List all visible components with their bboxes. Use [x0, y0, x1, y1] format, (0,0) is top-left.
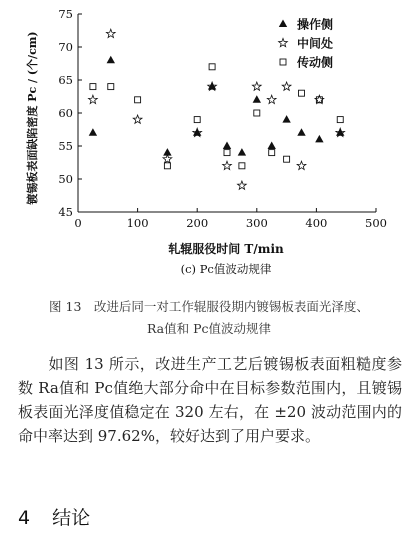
- section-title: 结论: [52, 507, 91, 529]
- x-tick-label: 100: [126, 216, 149, 230]
- paragraph-text: 如图 13 所示，改进生产工艺后镀锡板表面粗糙度参数 Ra值和 Pc值绝大部分命中在目标参数范围内，且镀锡板表面光泽度值稳定在 320 左右，在 ±20 波动范围内的命中率达到 97.62%，较好达到了用户要求。: [18, 355, 402, 445]
- data-point-series-2: [297, 161, 306, 169]
- data-points: [89, 29, 345, 189]
- data-point-series-1: [107, 56, 115, 64]
- data-point-series-1: [297, 128, 305, 136]
- legend-marker-2: [279, 38, 288, 46]
- y-tick-label: 65: [58, 73, 73, 87]
- figure-caption: [0, 296, 418, 340]
- x-tick-label: 300: [245, 216, 268, 230]
- body-paragraph: [18, 352, 402, 448]
- y-tick-label: 70: [58, 40, 73, 54]
- x-axis-ticks: [74, 208, 387, 230]
- data-point-series-2: [163, 155, 172, 163]
- data-point-series-1: [315, 135, 323, 143]
- data-point-series-3: [284, 156, 290, 162]
- data-point-series-3: [108, 84, 114, 90]
- x-tick-label: 200: [186, 216, 209, 230]
- data-point-series-3: [269, 150, 275, 156]
- x-tick-label: 0: [74, 216, 82, 230]
- legend-label-2: 中间处: [297, 36, 334, 51]
- y-tick-label: 60: [58, 106, 73, 120]
- data-point-series-3: [239, 163, 245, 169]
- legend-marker-3: [280, 59, 286, 65]
- y-tick-label: 55: [58, 139, 73, 153]
- data-point-series-1: [89, 128, 97, 136]
- data-point-series-3: [90, 84, 96, 90]
- data-point-series-1: [223, 142, 231, 150]
- legend-label-3: 传动侧: [297, 55, 334, 70]
- data-point-series-3: [254, 110, 260, 116]
- data-point-series-1: [282, 115, 290, 123]
- data-point-series-3: [337, 117, 343, 123]
- y-axis-label: 镀锡板表面缺陷密度 Pc / (个/cm): [26, 31, 39, 205]
- data-point-series-3: [299, 90, 305, 96]
- figure-caption-line-1: 图 13 改进后同一对工作辊服役期内镀锡板表面光泽度、: [49, 299, 369, 314]
- data-point-series-2: [252, 82, 261, 90]
- data-point-series-3: [164, 163, 170, 169]
- data-point-series-2: [106, 29, 115, 37]
- data-point-series-1: [238, 148, 246, 156]
- x-axis-label: 轧辊服役时间 T/min: [168, 242, 284, 256]
- data-point-series-2: [238, 181, 247, 189]
- x-tick-label: 500: [365, 216, 387, 230]
- figure-caption-line-2: Ra值和 Pc值波动规律: [146, 321, 272, 336]
- legend-label-1: 操作侧: [297, 17, 334, 32]
- y-tick-label: 75: [58, 7, 73, 21]
- data-point-series-2: [267, 95, 276, 103]
- data-point-series-1: [253, 95, 261, 103]
- data-point-series-3: [135, 97, 141, 103]
- data-point-series-2: [133, 115, 142, 123]
- data-point-series-2: [89, 95, 98, 103]
- y-tick-label: 45: [58, 205, 73, 219]
- section-number: 4: [18, 507, 31, 529]
- data-point-series-2: [282, 82, 291, 90]
- data-point-series-1: [268, 142, 276, 150]
- data-point-series-2: [223, 161, 232, 169]
- chart-subtitle: (c) Pc值波动规律: [180, 262, 272, 276]
- data-point-series-3: [209, 64, 215, 70]
- y-tick-label: 50: [58, 172, 73, 186]
- section-heading: [18, 503, 90, 530]
- legend: [279, 17, 333, 70]
- legend-marker-1: [279, 20, 287, 28]
- x-tick-label: 400: [305, 216, 328, 230]
- data-point-series-3: [224, 150, 230, 156]
- data-point-series-3: [194, 117, 200, 123]
